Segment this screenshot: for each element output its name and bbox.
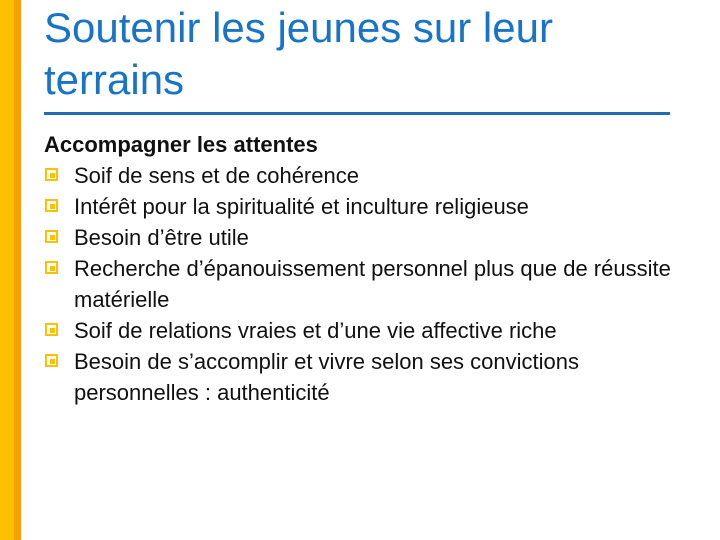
square-bullet-icon: [45, 354, 58, 367]
title-divider: [44, 112, 670, 115]
square-bullet-icon: [45, 261, 58, 274]
list-item-text: Besoin de s’accomplir et vivre selon ses convictions personnelles : authenticité: [74, 349, 580, 405]
slide-body: [44, 129, 684, 408]
list-item-text: Intérêt pour la spiritualité et inculture religieuse: [74, 194, 529, 219]
slide-title: Soutenir les jeunes sur leur terrains: [44, 4, 553, 103]
list-item: [44, 191, 684, 222]
side-bar-yellow-stripe: [0, 0, 14, 540]
square-bullet-icon: [45, 168, 58, 181]
square-bullet-icon: [45, 199, 58, 212]
list-item: [44, 346, 684, 408]
list-item-text: Besoin d’être utile: [74, 225, 249, 250]
list-item: [44, 253, 684, 315]
list-item: [44, 222, 684, 253]
list-item: [44, 315, 684, 346]
side-bar-orange-stripe: [14, 0, 21, 540]
list-item-text: Recherche d’épanouissement personnel plus que de réussite matérielle: [74, 256, 671, 312]
list-item: [44, 160, 684, 191]
side-accent-bar: [0, 0, 21, 540]
section-heading: Accompagner les attentes: [44, 132, 318, 157]
list-item-text: Soif de relations vraies et d’une vie affective riche: [74, 318, 557, 343]
square-bullet-icon: [45, 323, 58, 336]
list-item-text: Soif de sens et de cohérence: [74, 163, 359, 188]
square-bullet-icon: [45, 230, 58, 243]
